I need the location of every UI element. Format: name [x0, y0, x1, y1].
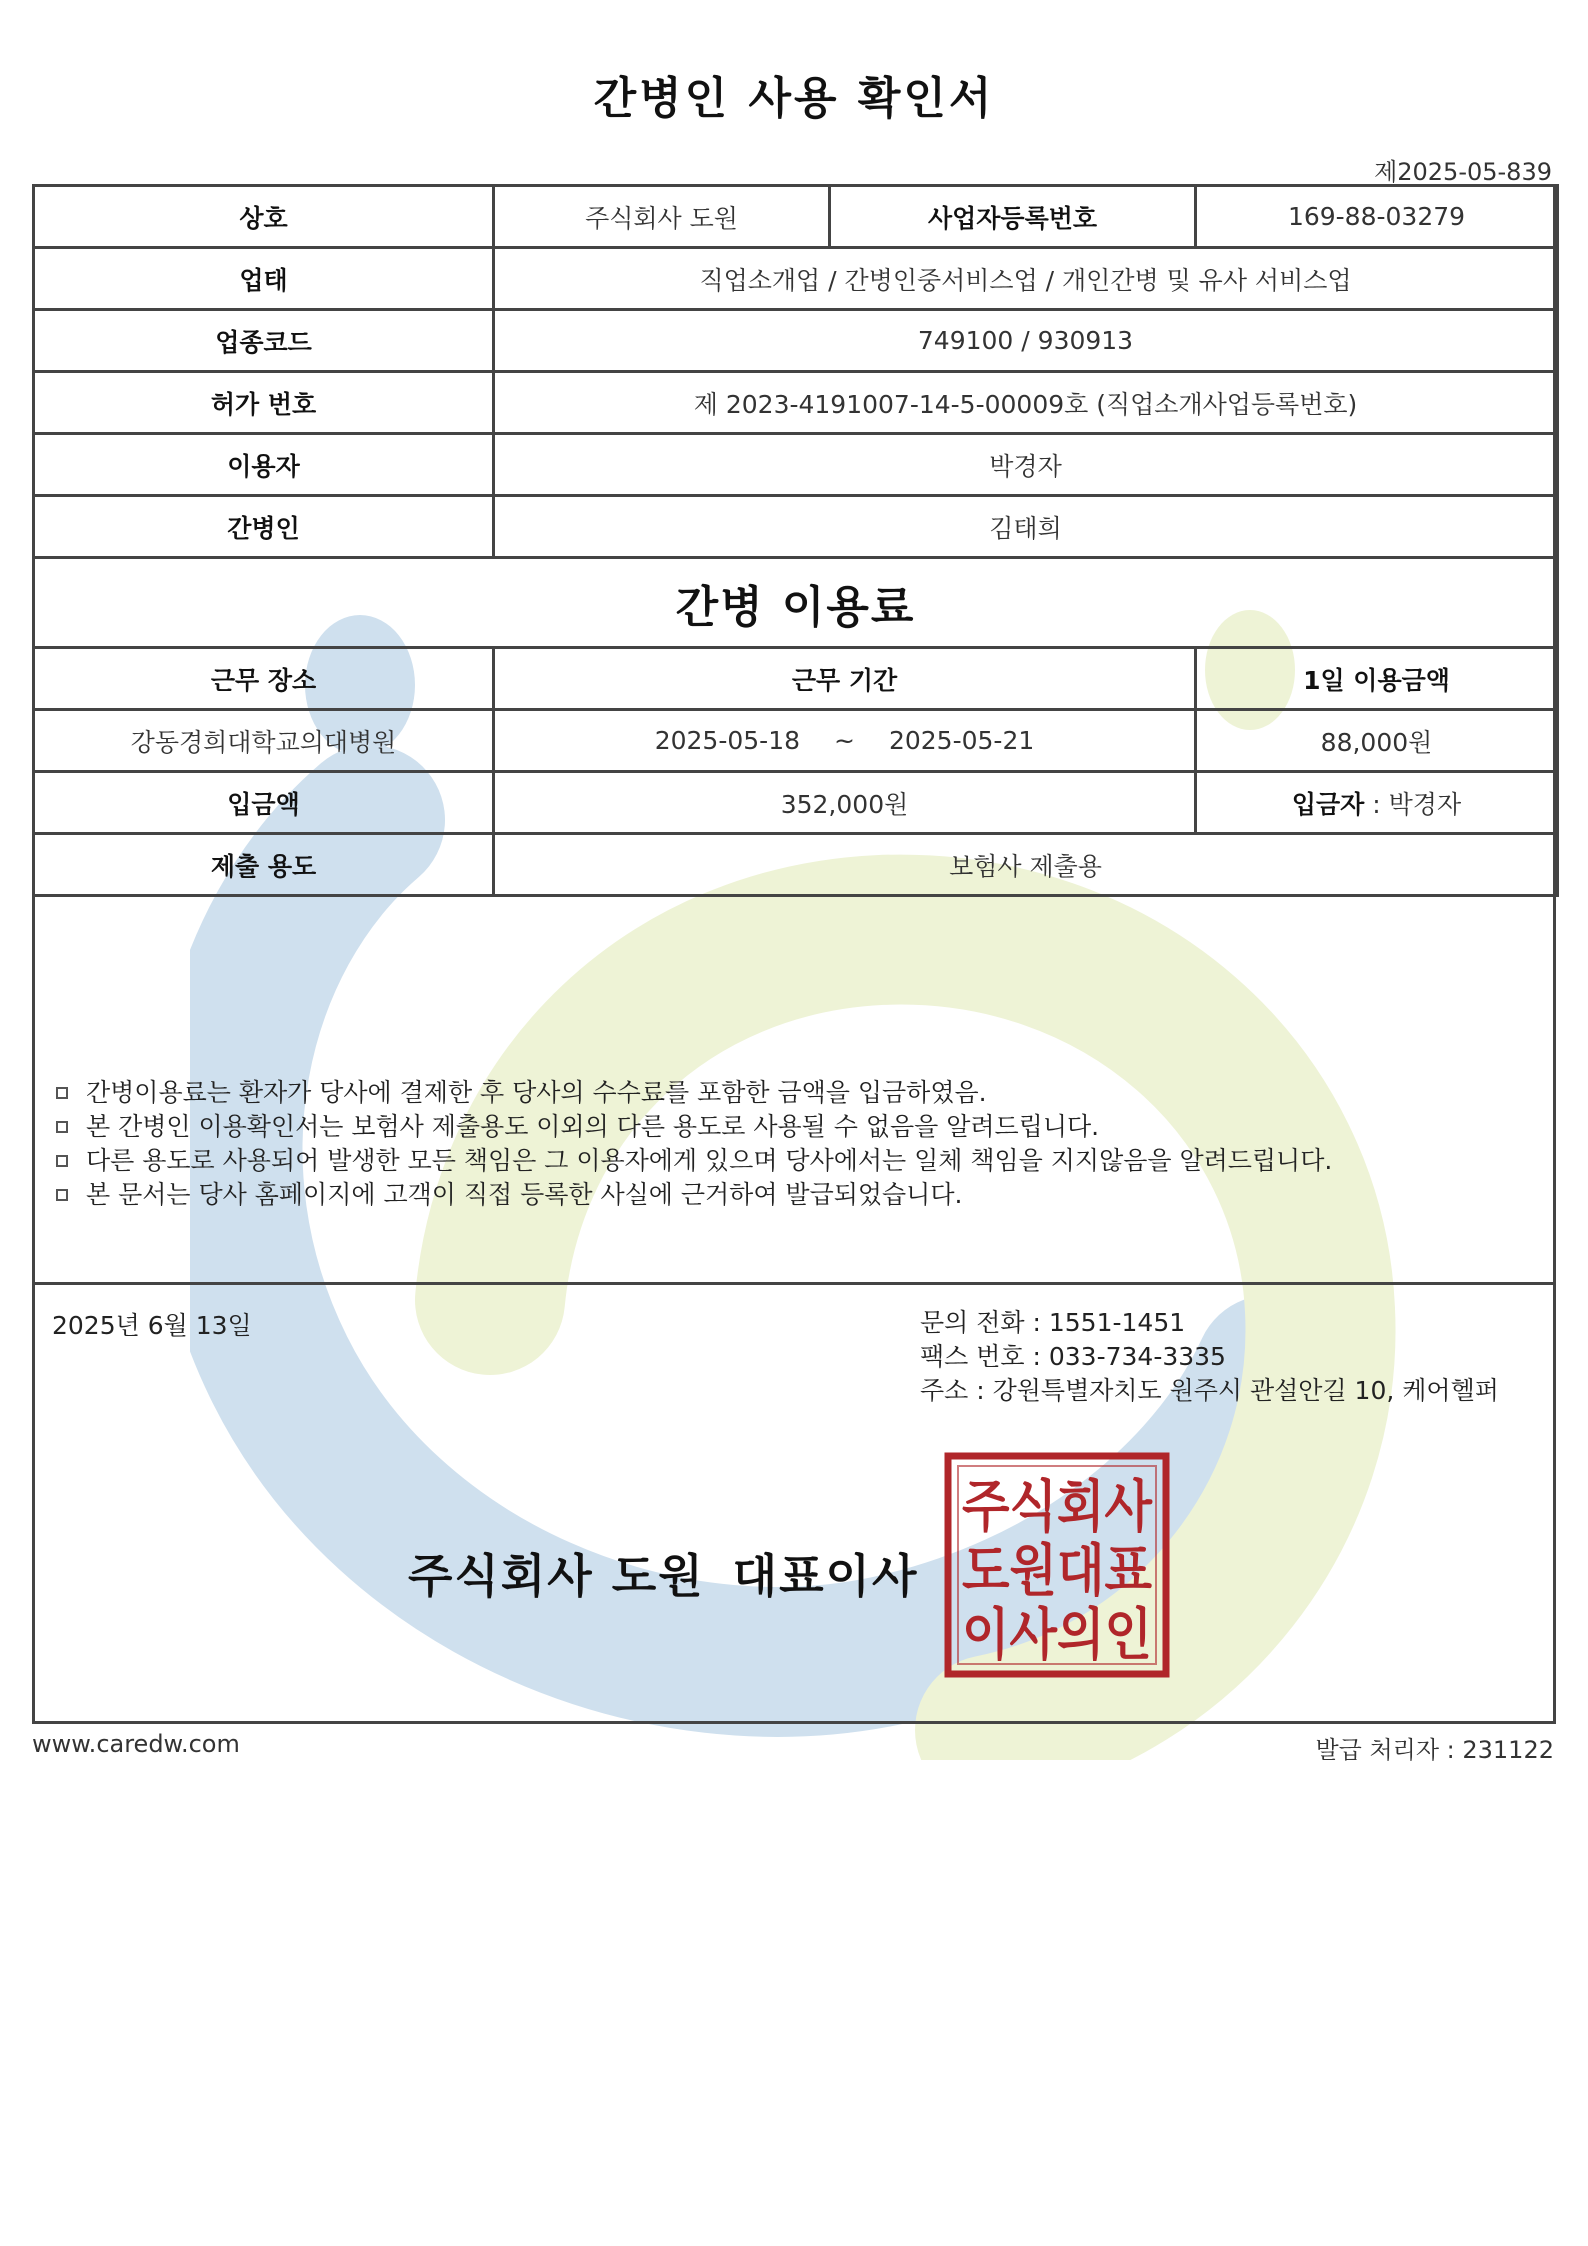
svg-text:도원대표: 도원대표	[962, 1539, 1152, 1604]
industry-code-value: 749100 / 930913	[494, 310, 1558, 372]
note-text: 본 간병인 이용확인서는 보험사 제출용도 이외의 다른 용도로 사용될 수 없음을 알려드립니다.	[86, 1112, 1100, 1141]
company-seal-stamp	[944, 1452, 1170, 1678]
license-label: 허가 번호	[34, 372, 494, 434]
row-purpose	[34, 834, 1558, 896]
period-start: 2025-05-18	[654, 726, 801, 755]
industry-code-label: 업종코드	[34, 310, 494, 372]
contact-phone: 문의 전화 : 1551-1451	[920, 1308, 1186, 1337]
deposit-value: 352,000원	[494, 772, 1196, 834]
contact-info	[920, 1306, 1499, 1408]
square-bullet-icon	[56, 1189, 68, 1201]
depositor-separator: :	[1364, 789, 1389, 819]
svg-text:이사의인: 이사의인	[962, 1603, 1152, 1668]
company-value: 주식회사 도원	[494, 186, 830, 248]
period-value	[494, 710, 1196, 772]
period-label: 근무 기간	[494, 648, 1196, 710]
document-title: 간병인 사용 확인서	[593, 73, 995, 124]
period-end: 2025-05-21	[888, 726, 1035, 755]
document-number: 제2025-05-839	[1374, 158, 1552, 186]
note-text: 다른 용도로 사용되어 발생한 모든 책임은 그 이용자에게 있으며 당사에서는 일체 책임을 지지않음을 알려드립니다.	[86, 1146, 1333, 1175]
row-business-type	[34, 248, 1558, 310]
caregiver-value: 김태희	[494, 496, 1558, 558]
representative-signature-line	[408, 1540, 918, 1606]
daily-amount-label: 1일 이용금액	[1196, 648, 1558, 710]
bizno-value: 169-88-03279	[1196, 186, 1558, 248]
note-text: 간병이용료는 환자가 당사에 결제한 후 당사의 수수료를 포함한 금액을 입금하였음.	[86, 1078, 987, 1107]
representative-company: 주식회사 도원	[408, 1549, 705, 1603]
place-label: 근무 장소	[34, 648, 494, 710]
depositor-cell	[1196, 772, 1558, 834]
row-fee-section	[34, 558, 1558, 648]
row-fee-values	[34, 710, 1558, 772]
row-industry-code	[34, 310, 1558, 372]
list-item	[50, 1110, 1332, 1144]
place-value: 강동경희대학교의대병원	[34, 710, 494, 772]
notes-list	[50, 1076, 1332, 1212]
depositor-label: 입금자	[1291, 789, 1365, 819]
user-label: 이용자	[34, 434, 494, 496]
deposit-label: 입금액	[34, 772, 494, 834]
row-user	[34, 434, 1558, 496]
depositor-value: 박경자	[1388, 789, 1462, 819]
bizno-label: 사업자등록번호	[830, 186, 1196, 248]
user-value: 박경자	[494, 434, 1558, 496]
row-deposit	[34, 772, 1558, 834]
row-license	[34, 372, 1558, 434]
svg-text:주식회사: 주식회사	[962, 1475, 1153, 1540]
purpose-label: 제출 용도	[34, 834, 494, 896]
fee-section-title: 간병 이용료	[34, 558, 1558, 648]
row-company	[34, 186, 1558, 248]
square-bullet-icon	[56, 1121, 68, 1133]
period-separator: ~	[834, 726, 855, 755]
caregiver-label: 간병인	[34, 496, 494, 558]
representative-title: 대표이사	[732, 1549, 919, 1603]
row-fee-headers	[34, 648, 1558, 710]
row-caregiver	[34, 496, 1558, 558]
info-table	[32, 184, 1559, 897]
square-bullet-icon	[56, 1155, 68, 1167]
list-item	[50, 1144, 1332, 1178]
business-type-value: 직업소개업 / 간병인중서비스업 / 개인간병 및 유사 서비스업	[494, 248, 1558, 310]
contact-address: 주소 : 강원특별자치도 원주시 관설안길 10, 케어헬퍼	[920, 1376, 1499, 1405]
company-label: 상호	[34, 186, 494, 248]
license-value: 제 2023-4191007-14-5-00009호 (직업소개사업등록번호)	[494, 372, 1558, 434]
list-item	[50, 1178, 1332, 1212]
contact-fax: 팩스 번호 : 033-734-3335	[920, 1342, 1226, 1371]
note-text: 본 문서는 당사 홈페이지에 고객이 직접 등록한 사실에 근거하여 발급되었습니다.	[86, 1180, 963, 1209]
square-bullet-icon	[56, 1087, 68, 1099]
list-item	[50, 1076, 1332, 1110]
issuer-info: 발급 처리자 : 231122	[1315, 1736, 1554, 1764]
purpose-value: 보험사 제출용	[494, 834, 1558, 896]
section-divider	[32, 1282, 1556, 1285]
issue-date: 2025년 6월 13일	[52, 1311, 252, 1340]
business-type-label: 업태	[34, 248, 494, 310]
website-link[interactable]: www.caredw.com	[32, 1730, 240, 1758]
daily-amount-value: 88,000원	[1196, 710, 1558, 772]
